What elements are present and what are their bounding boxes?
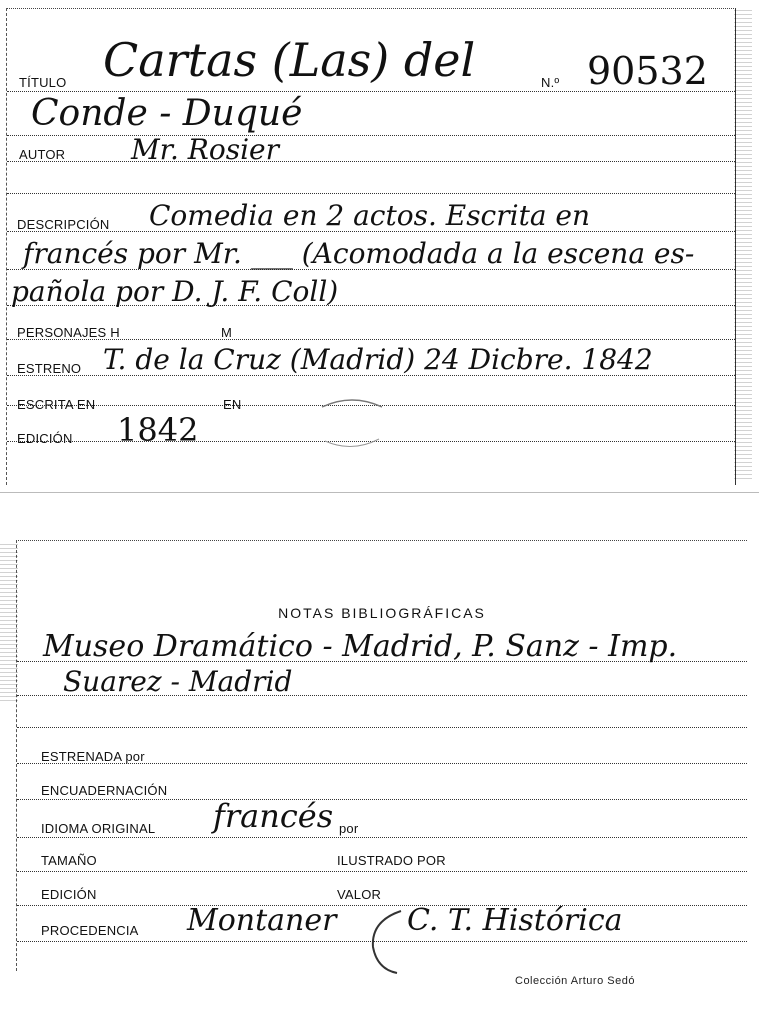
idioma-por-label: por <box>339 821 359 836</box>
autor-label: AUTOR <box>19 147 66 162</box>
card-rule <box>17 905 747 906</box>
estreno-label: ESTRENO <box>17 361 82 376</box>
card-rule <box>7 193 735 194</box>
descripcion-line-1: Comedia en 2 actos. Escrita en <box>149 199 591 232</box>
notas-line-1: Museo Dramático - Madrid, P. Sanz - Imp. <box>43 629 678 664</box>
descripcion-line-2: francés por Mr. ___ (Acomodada a la escena es- <box>23 237 695 270</box>
estrenada-label: ESTRENADA por <box>41 749 145 764</box>
escrita-en-label: ESCRITA EN <box>17 397 96 412</box>
card-rule <box>17 837 747 838</box>
catalog-card-bottom <box>16 540 747 987</box>
edicion-bottom-label: EDICIÓN <box>41 887 97 902</box>
procedencia-value-2: C. T. Histórica <box>407 903 623 938</box>
card-rule <box>7 161 735 162</box>
valor-label: VALOR <box>337 887 382 902</box>
numero-value: 90532 <box>587 49 708 93</box>
coleccion-credit: Colección Arturo Sedó <box>515 975 635 987</box>
encuadernacion-label: ENCUADERNACIÓN <box>41 783 168 798</box>
procedencia-value: Montaner <box>187 903 337 938</box>
titulo-continuation: Conde - Duqué <box>31 93 303 134</box>
idioma-value: francés <box>213 797 334 835</box>
edicion-label: EDICIÓN <box>17 431 73 446</box>
numero-label: N.º <box>541 75 560 90</box>
procedencia-label: PROCEDENCIA <box>41 923 139 938</box>
personajes-label: PERSONAJES H <box>17 325 120 340</box>
stamp-mark-icon <box>361 907 411 977</box>
titulo-label: TÍTULO <box>19 75 67 90</box>
card-rule <box>17 871 747 872</box>
stamp-mark-icon <box>317 385 387 455</box>
tamano-label: TAMAÑO <box>41 853 97 868</box>
catalog-card-top <box>6 8 736 485</box>
scan-edge-noise <box>0 544 18 704</box>
descripcion-line-3: pañola por D. J. F. Coll) <box>11 275 339 308</box>
edicion-value: 1842 <box>117 411 199 449</box>
scan-edge-noise <box>734 10 752 480</box>
autor-value: Mr. Rosier <box>131 133 279 166</box>
ilustrado-label: ILUSTRADO POR <box>337 853 446 868</box>
personajes-m-label: M <box>221 325 233 340</box>
estreno-value: T. de la Cruz (Madrid) 24 Dicbre. 1842 <box>103 343 653 376</box>
notas-header: NOTAS BIBLIOGRÁFICAS <box>278 605 486 621</box>
notas-line-2: Suarez - Madrid <box>63 665 293 698</box>
card-rule <box>7 135 735 136</box>
descripcion-label: DESCRIPCIÓN <box>17 217 110 232</box>
card-rule <box>17 727 747 728</box>
idioma-label: IDIOMA ORIGINAL <box>41 821 156 836</box>
card-separator <box>0 492 759 493</box>
escrita-en-second-label: EN <box>223 397 242 412</box>
card-rule <box>17 799 747 800</box>
titulo-value: Cartas (Las) del <box>103 33 476 87</box>
